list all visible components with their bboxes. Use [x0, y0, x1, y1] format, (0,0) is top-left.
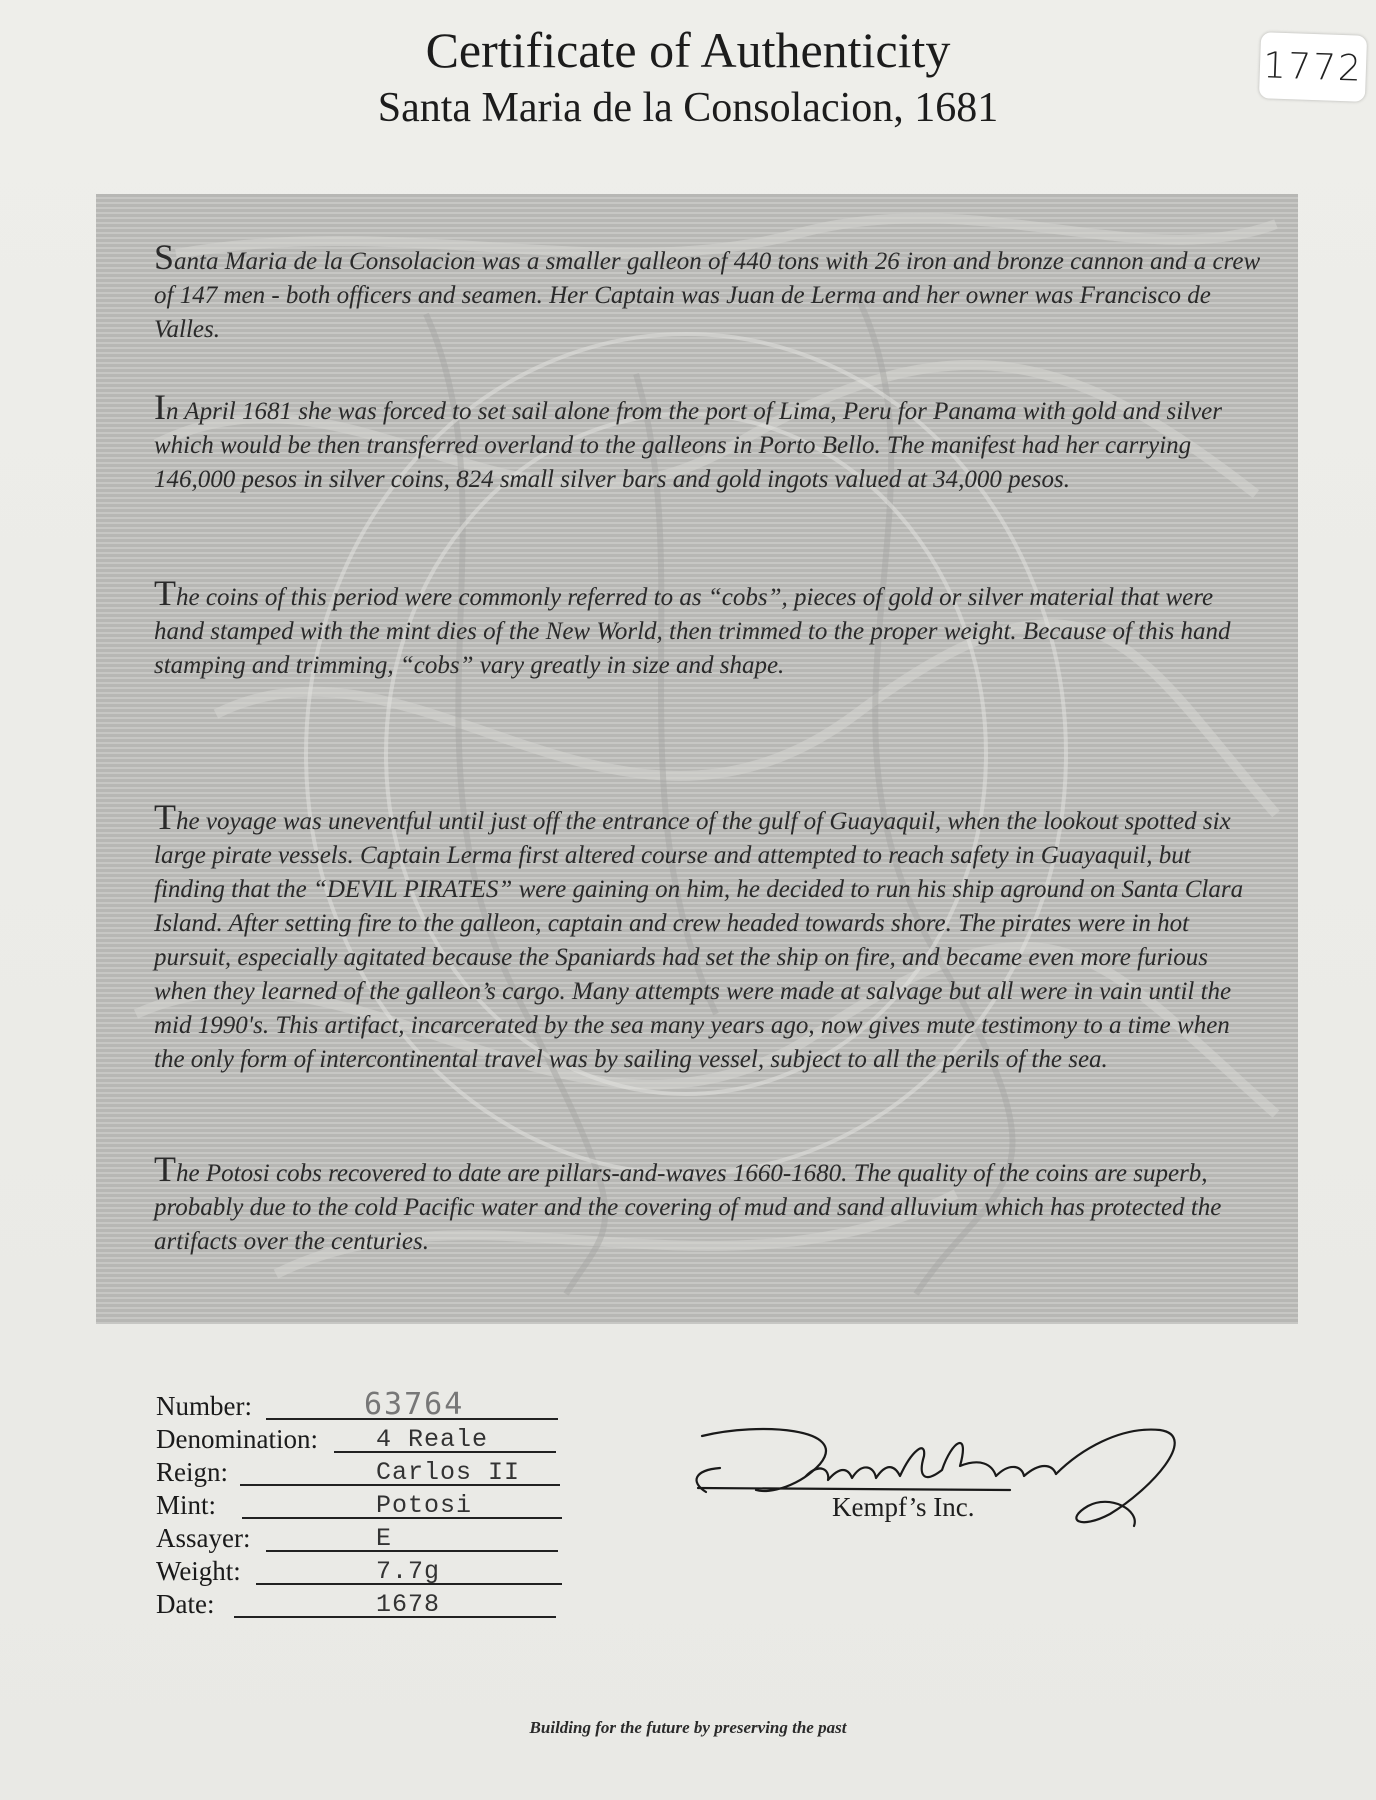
field-label: Assayer:: [156, 1523, 251, 1553]
paragraph-4: [154, 797, 1264, 1077]
number-value: 63764: [266, 1390, 558, 1420]
reign-value: Carlos II: [240, 1456, 560, 1486]
mint-value: Potosi: [242, 1489, 562, 1519]
denomination-value: 4 Reale: [334, 1423, 556, 1453]
field-date: [156, 1588, 596, 1621]
assayer-value: E: [266, 1522, 558, 1552]
footer-tagline: Building for the future by preserving the past: [529, 1718, 847, 1737]
drop-cap: S: [154, 237, 175, 277]
paragraph-text: he voyage was uneventful until just off the entrance of the gulf of Guayaquil, when the lookout spotted six large pirate vessels. Captain Lerma first altered course and attempted to reach safety in Guayaquil, but finding that the “DEVIL PIRATES” were gaining on him, he decided to run his ship aground on Santa Clara Island. After setting fire to the galleon, captain and crew headed towards shore. The pirates were in hot pursuit, especially agitated because the Spaniards had set the ship on fire, and became even more furious when they learned of the galleon’s cargo. Many attempts were made at salvage but all were in vain until the mid 1990's. This artifact, incarcerated by the sea many years ago, now gives mute testimony to a time when the only form of intercontinental travel was by sailing vessel, subject to all the perils of the sea.: [154, 808, 1244, 1073]
paragraph-text: n April 1681 she was forced to set sail alone from the port of Lima, Peru for Panama with gold and silver which would be then transferred overland to the galleons in Porto Bello. The manifest had her carrying 146,000 pesos in silver coins, 824 small silver bars and gold ingots valued at 34,000 pesos.: [154, 398, 1223, 493]
signature-block: [680, 1410, 1220, 1540]
field-number: [156, 1387, 596, 1423]
paragraph-5: [154, 1149, 1264, 1259]
coin-details: [156, 1387, 596, 1621]
paragraph-1: [154, 237, 1264, 347]
certificate-title: Certificate of Authenticity: [425, 22, 951, 78]
field-label: Mint:: [156, 1490, 217, 1520]
handwritten-note-tag: 1772: [1259, 32, 1367, 102]
weight-value: 7.7g: [256, 1555, 562, 1585]
field-label: Number:: [156, 1391, 252, 1421]
paragraph-text: he coins of this period were commonly referred to as “cobs”, pieces of gold or silver material that were hand stamped with the mint dies of the New World, then trimmed to the proper weight. Because of this hand stamping and trimming, “cobs” vary greatly in size and shape.: [154, 584, 1231, 679]
date-value: 1678: [234, 1588, 556, 1618]
field-reign: [156, 1456, 596, 1489]
field-label: Reign:: [156, 1457, 228, 1487]
paragraph-text: he Potosi cobs recovered to date are pillars-and-waves 1660-1680. The quality of the coins are superb, probably due to the cold Pacific water and the covering of mud and sand alluvium which has protected the artifacts over the centuries.: [154, 1160, 1222, 1255]
drop-cap: T: [154, 797, 176, 837]
certificate-subtitle: Santa Maria de la Consolacion, 1681: [377, 85, 999, 131]
field-label: Date:: [156, 1589, 215, 1619]
field-mint: [156, 1489, 596, 1522]
drop-cap: I: [154, 387, 166, 427]
paragraph-text: anta Maria de la Consolacion was a smaller galleon of 440 tons with 26 iron and bronze cannon and a crew of 147 men - both officers and seamen. Her Captain was Juan de Lerma and her owner was Francisco de Valles.: [154, 248, 1261, 343]
field-label: Weight:: [156, 1556, 241, 1586]
drop-cap: T: [154, 573, 176, 613]
field-label: Denomination:: [156, 1424, 318, 1454]
paragraph-2: [154, 387, 1264, 497]
paragraph-3: [154, 573, 1264, 683]
field-denomination: [156, 1423, 596, 1456]
field-weight: [156, 1555, 596, 1588]
history-panel: [96, 194, 1298, 1324]
company-name: Kempf’s Inc.: [832, 1492, 975, 1522]
field-assayer: [156, 1522, 596, 1555]
drop-cap: T: [154, 1149, 176, 1189]
